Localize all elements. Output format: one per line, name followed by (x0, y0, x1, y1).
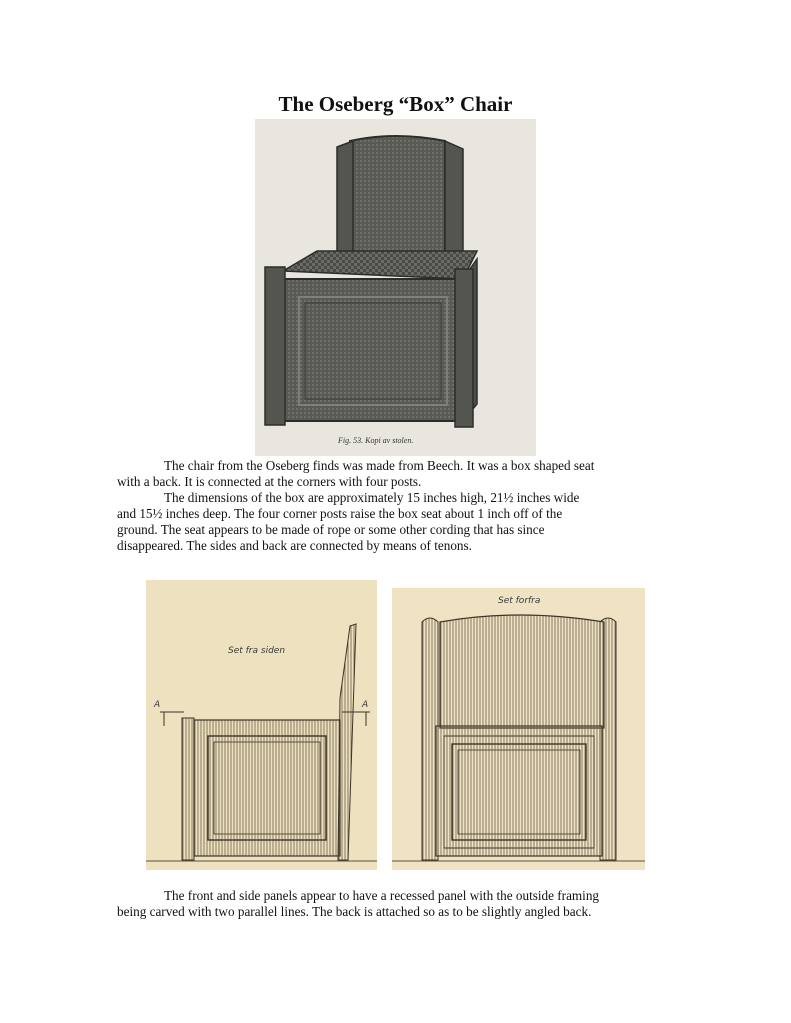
chair-photo (255, 119, 536, 456)
paragraph-1-line-1: The chair from the Oseberg finds was made from Beech. It was a box shaped seat (164, 458, 595, 473)
side-view-illustration (146, 580, 377, 870)
paragraph-2-line-3: ground. The seat appears to be made of rope or some other cording that has since (117, 522, 545, 537)
section-marker-right: A (362, 700, 369, 710)
photo-caption: Fig. 53. Kopi av stolen. (338, 436, 414, 445)
paragraph-2 (117, 490, 677, 554)
paragraph-1-line-2: with a back. It is connected at the corners with four posts. (117, 474, 422, 489)
paragraph-3 (117, 888, 677, 920)
paragraph-1 (117, 458, 677, 490)
page-title: The Oseberg “Box” Chair (278, 92, 513, 116)
paragraph-3-line-2: being carved with two parallel lines. The back is attached so as to be slightly angled back. (117, 904, 592, 919)
side-view-drawing (146, 580, 377, 870)
side-view-label: Set fra siden (228, 646, 286, 656)
front-view-drawing (392, 588, 645, 870)
paragraph-2-line-1: The dimensions of the box are approximately 15 inches high, 21½ inches wide (164, 490, 580, 505)
section-marker-left: A (154, 700, 161, 710)
front-view-illustration (392, 588, 645, 870)
front-view-label: Set forfra (498, 596, 541, 606)
chair-photo-illustration (255, 119, 536, 456)
paragraph-2-line-4: disappeared. The sides and back are connected by means of tenons. (117, 538, 472, 553)
paragraph-3-line-1: The front and side panels appear to have a recessed panel with the outside framing (164, 888, 600, 903)
paragraph-2-line-2: and 15½ inches deep. The four corner posts raise the box seat about 1 inch off of the (117, 506, 563, 521)
